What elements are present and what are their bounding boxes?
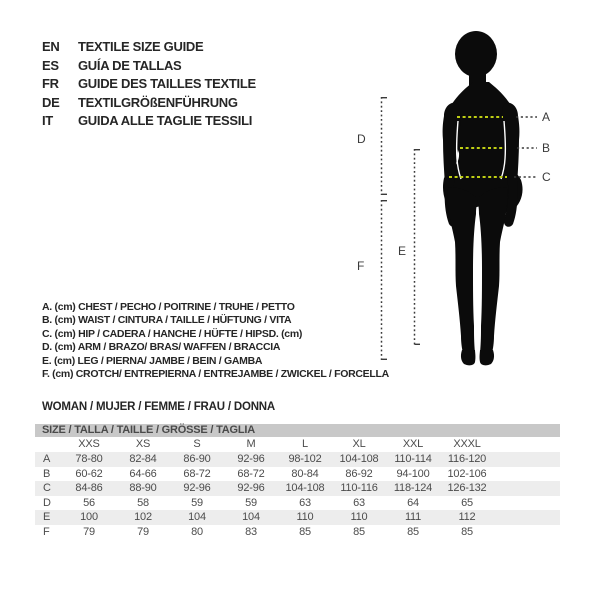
size-table (35, 424, 560, 539)
size-value-cell: 80-84 (291, 467, 319, 480)
language-row (42, 57, 256, 76)
legend-line: E. (cm) LEG / PIERNA/ JAMBE / BEIN / GAMBA (42, 354, 263, 367)
label-chest: A (542, 110, 551, 124)
language-code: EN (42, 39, 60, 54)
language-title: GUÍA DE TALLAS (78, 57, 182, 73)
size-column-header: L (302, 438, 308, 450)
row-filler (494, 481, 560, 496)
size-value-cell: 63 (299, 496, 311, 509)
table-row (35, 496, 560, 511)
language-code: IT (42, 113, 53, 128)
size-value-cell: 85 (299, 525, 311, 538)
size-value-cell: 79 (137, 525, 149, 538)
row-filler (494, 525, 560, 540)
size-table-corner-cell (35, 437, 62, 452)
size-value-cell: 84-86 (75, 482, 103, 494)
language-title: GUIDA ALLE TAGLIE TESSILI (78, 113, 253, 128)
size-value-cell: 85 (461, 525, 473, 538)
language-row (42, 112, 256, 131)
size-value-cell: 63 (353, 496, 365, 509)
size-value-cell: 110 (296, 511, 314, 523)
size-value-cell: 60-62 (75, 467, 103, 480)
row-filler (494, 467, 560, 482)
size-value-cell: 110-116 (340, 482, 378, 494)
size-column-header: XS (135, 438, 151, 450)
size-value-cell: 111 (404, 511, 422, 523)
size-value-cell: 86-92 (345, 467, 373, 480)
size-column-header: XXXL (453, 438, 481, 450)
size-value-cell: 83 (245, 525, 257, 538)
size-value-cell: 100 (80, 511, 98, 523)
measurement-legend (42, 301, 389, 381)
label-arm: D (357, 132, 366, 146)
size-value-cell: 56 (83, 496, 95, 509)
size-value-cell: 85 (407, 525, 419, 538)
size-value-cell: 104-108 (339, 453, 379, 465)
size-value-cell: 58 (137, 496, 149, 509)
table-row (35, 452, 560, 467)
size-value-cell: 118-124 (393, 482, 433, 494)
size-value-cell: 110 (350, 511, 368, 523)
size-column-header: XL (352, 438, 366, 450)
size-value-cell: 92-96 (237, 482, 265, 494)
size-value-cell: 59 (245, 496, 257, 509)
legend-line: D. (cm) ARM / BRAZO/ BRAS/ WAFFEN / BRACCIA (42, 341, 281, 354)
size-column-header: XXS (78, 438, 100, 450)
size-value-cell: 88-90 (129, 482, 157, 494)
row-label: F (43, 525, 50, 538)
size-value-cell: 80 (191, 525, 203, 538)
size-table-header-row (35, 437, 560, 452)
size-column-header: M (246, 438, 256, 450)
section-title: WOMAN / MUJER / FEMME / FRAU / DONNA (42, 401, 276, 413)
legend-line: F. (cm) CROTCH/ ENTREPIERNA / ENTREJAMBE / ZWICKEL / FORCELLA (42, 368, 389, 381)
size-value-cell: 64 (407, 496, 419, 509)
size-value-cell: 78-80 (75, 453, 103, 465)
size-value-cell: 64-66 (129, 467, 157, 480)
legend-line: A. (cm) CHEST / PECHO / POITRINE / TRUHE / PETTO (42, 301, 295, 313)
size-value-cell: 102 (134, 511, 152, 523)
size-column-header: S (193, 438, 201, 450)
size-value-cell: 65 (461, 496, 473, 509)
legend-line: C. (cm) HIP / CADERA / HANCHE / HÜFTE / HIPSD. (cm) (42, 327, 303, 340)
table-row (35, 467, 560, 482)
size-table-body (35, 452, 560, 539)
size-value-cell: 104 (188, 511, 206, 523)
label-waist: B (542, 141, 551, 155)
size-column-header: XXL (402, 438, 424, 450)
language-code: FR (42, 76, 59, 91)
language-row (42, 38, 256, 57)
table-row (35, 481, 560, 496)
language-row (42, 75, 256, 94)
size-value-cell: 110-114 (394, 453, 432, 465)
size-value-cell: 126-132 (447, 482, 487, 494)
size-value-cell: 92-96 (183, 482, 211, 494)
woman-silhouette (443, 31, 523, 365)
row-label: B (43, 467, 51, 480)
row-label: E (43, 511, 51, 523)
row-label: A (43, 453, 51, 465)
legend-line: B. (cm) WAIST / CINTURA / TAILLE / HÜFTUNG / VITA (42, 314, 292, 327)
label-leg: E (398, 244, 407, 258)
row-label: D (43, 496, 51, 509)
size-value-cell: 68-72 (237, 467, 265, 480)
size-value-cell: 104 (242, 511, 260, 523)
row-filler (494, 452, 560, 467)
size-value-cell: 92-96 (237, 453, 265, 465)
size-value-cell: 82-84 (129, 453, 157, 465)
size-value-cell: 59 (191, 496, 203, 509)
language-title: GUIDE DES TAILLES TEXTILE (78, 76, 256, 91)
size-value-cell: 104-108 (285, 482, 325, 494)
row-filler (494, 496, 560, 511)
table-row (35, 525, 560, 540)
row-label: C (43, 482, 51, 494)
label-hip: C (542, 170, 551, 184)
size-value-cell: 116-120 (447, 453, 487, 465)
size-value-cell: 102-106 (447, 467, 487, 480)
language-row (42, 94, 256, 113)
row-filler (494, 510, 560, 525)
language-list (42, 38, 256, 131)
size-value-cell: 98-102 (288, 453, 322, 465)
size-value-cell: 112 (458, 511, 476, 523)
language-code: DE (42, 94, 60, 110)
size-value-cell: 94-100 (396, 467, 430, 480)
table-row (35, 510, 560, 525)
language-title: TEXTILGRÖßENFÜHRUNG (78, 94, 238, 110)
label-crotch: F (357, 259, 365, 273)
size-table-title: SIZE / TALLA / TAILLE / GRÖSSE / TAGLIA (35, 424, 560, 437)
size-value-cell: 68-72 (183, 467, 211, 480)
size-value-cell: 79 (83, 525, 95, 538)
language-title: TEXTILE SIZE GUIDE (78, 39, 204, 54)
size-value-cell: 85 (353, 525, 365, 538)
language-code: ES (42, 57, 59, 73)
size-value-cell: 86-90 (183, 453, 211, 465)
